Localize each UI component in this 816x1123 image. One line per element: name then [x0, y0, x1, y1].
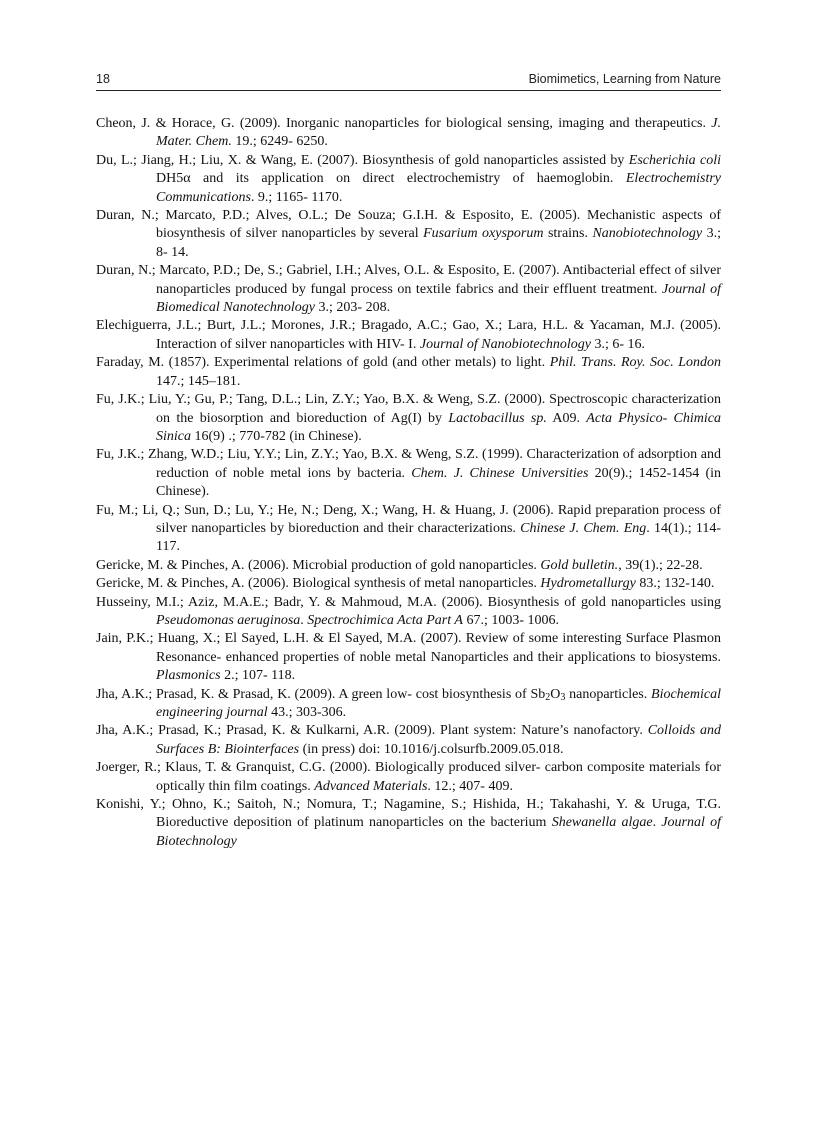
reference-item: Duran, N.; Marcato, P.D.; De, S.; Gabriel, I.H.; Alves, O.L. & Esposito, E. (2007). Antibacterial effect of silver nanoparticles produced by fungal process on textile fabrics and their effluent treatment. Journal of Biomedical Nanotechnology 3.; 203- 208. [96, 263, 722, 316]
book-title: Biomimetics, Learning from Nature [528, 72, 721, 86]
reference-item: Elechiguerra, J.L.; Burt, J.L.; Morones, J.R.; Bragado, A.C.; Gao, X.; Lara, H.L. & Yacaman, M.J. (2005). Interaction of silver nanoparticles with HIV- I. Journal of Nanobiotechnology 3.; 6- 16. [96, 318, 721, 352]
running-header [96, 70, 721, 91]
reference-item: Duran, N.; Marcato, P.D.; Alves, O.L.; De Souza; G.I.H. & Esposito, E. (2005). Mechanistic aspects of biosynthesis of silver nanoparticles by several Fusarium oxysporum strains. Nanobiotechnology 3.; 8- 14. [96, 208, 721, 260]
reference-item: Fu, J.K.; Zhang, W.D.; Liu, Y.Y.; Lin, Z.Y.; Yao, B.X. & Weng, S.Z. (1999). Characterization of adsorption and reduction of noble metal ions by bacteria. Chem. J. Chinese Universities 20(9).; 1452-1454 (in Chinese). [96, 447, 721, 500]
reference-item: Cheon, J. & Horace, G. (2009). Inorganic nanoparticles for biological sensing, imaging and therapeutics. J. Mater. Chem. 19.; 6249- 6250. [96, 116, 721, 150]
page-number: 18 [96, 72, 110, 86]
reference-item: Jain, P.K.; Huang, X.; El Sayed, L.H. & El Sayed, M.A. (2007). Review of some interesting Surface Plasmon Resonance- enhanced properties of noble metal Nanoparticles and their applications to biosystems. Plasmonics 2.; 107- 118. [96, 631, 721, 684]
reference-item: Gericke, M. & Pinches, A. (2006). Biological synthesis of metal nanoparticles. Hydrometallurgy 83.; 132-140. [96, 576, 715, 592]
reference-item: Husseiny, M.I.; Aziz, M.A.E.; Badr, Y. & Mahmoud, M.A. (2006). Biosynthesis of gold nanoparticles using Pseudomonas aeruginosa. Spectrochimica Acta Part A 67.; 1003- 1006. [96, 594, 721, 628]
reference-item: Fu, J.K.; Liu, Y.; Gu, P.; Tang, D.L.; Lin, Z.Y.; Yao, B.X. & Weng, S.Z. (2000). Spectroscopic characterization on the biosorption and bioreduction of Ag(I) by Lactobacillus sp. A09. Acta Physico- Chimica Sinica 16(9) .; 770-782 (in Chinese). [96, 392, 721, 444]
reference-item: Gericke, M. & Pinches, A. (2006). Microbial production of gold nanoparticles. Gold bulletin., 39(1).; 22-28. [96, 557, 703, 573]
reference-item: Konishi, Y.; Ohno, K.; Saitoh, N.; Nomura, T.; Nagamine, S.; Hishida, H.; Takahashi, Y. & Uruga, T.G. Bioreductive deposition of platinum nanoparticles on the bacterium Shewanella algae. Journal of Biotechnology [96, 797, 722, 849]
reference-item: Joerger, R.; Klaus, T. & Granquist, C.G. (2000). Biologically produced silver- carbon composite materials for optically thin film coatings. Advanced Materials. 12.; 407- 409. [96, 760, 721, 794]
reference-item: Jha, A.K.; Prasad, K.; Prasad, K. & Kulkarni, A.R. (2009). Plant system: Nature’s nanofactory. Colloids and Surfaces B: Biointerfaces (in press) doi: 10.1016/j.colsurfb.2009.05.018. [96, 723, 721, 757]
reference-item: Du, L.; Jiang, H.; Liu, X. & Wang, E. (2007). Biosynthesis of gold nanoparticles assisted by Escherichia coli DH5α and its application on direct electrochemistry of haemoglobin. Electrochemistry Communications. 9.; 1165- 1170. [96, 152, 721, 205]
reference-item: Jha, A.K.; Prasad, K. & Prasad, K. (2009). A green low- cost biosynthesis of $Sb_2O_3$ nanoparticles. Biochemical engineering journal 43.; 303-306. [96, 686, 721, 720]
reference-item: Faraday, M. (1857). Experimental relations of gold (and other metals) to light. Phil. Trans. Roy. Soc. London 147.; 145–181. [96, 355, 721, 389]
reference-list [96, 115, 721, 851]
reference-item: Fu, M.; Li, Q.; Sun, D.; Lu, Y.; He, N.; Deng, X.; Wang, H. & Huang, J. (2006). Rapid preparation process of silver nanoparticles by bioreduction and their characterizations. Chinese J. Chem. Eng. 14(1).; 114-117. [96, 502, 722, 555]
